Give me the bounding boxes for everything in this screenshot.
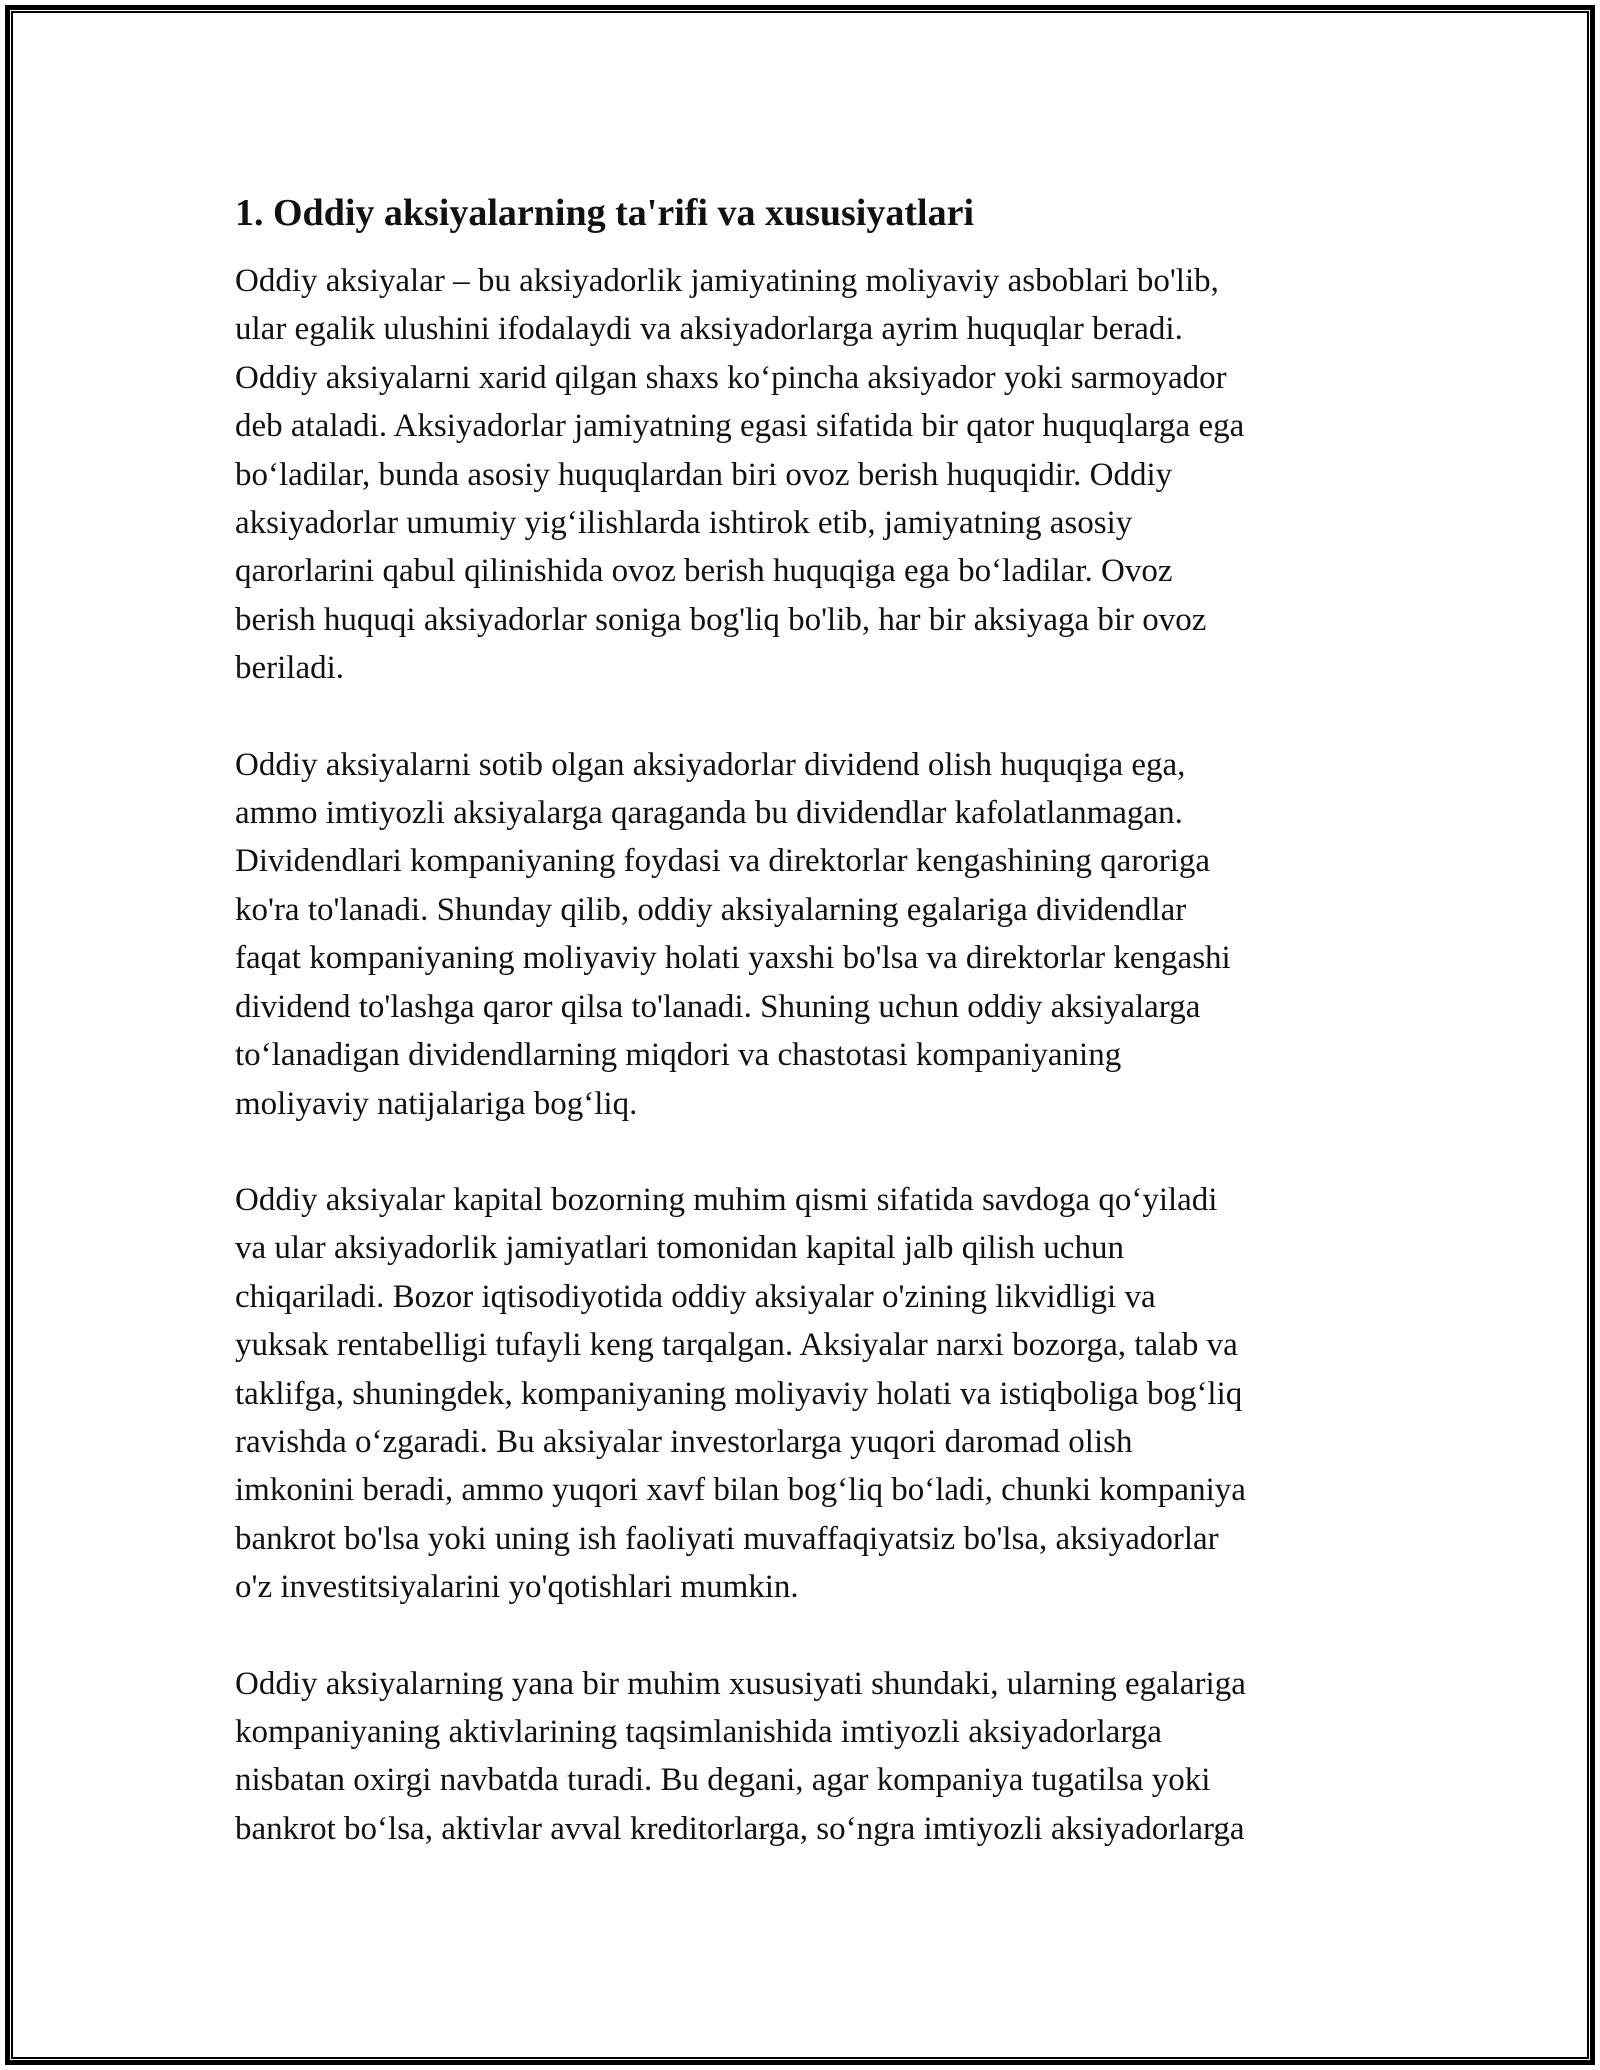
paragraph-3: Oddiy aksiyalar kapital bozorning muhim qismi sifatida savdoga qo‘yiladi va ular aksiyadorlik jamiyatlari tomonidan kapital jalb qilish uchun chiqariladi. Bozor iqtisodiyotida oddiy aksiyalar o'zining likvidligi va yuksak rentabelligi tufayli keng tarqalgan. Aksiyalar narxi bozorga, talab va taklifga, shuningdek, kompaniyaning moliyaviy holati va istiqboliga bog‘liq ravishda o‘zgaradi. Bu aksiyalar investorlarga yuqori daromad olish imkonini beradi, ammo yuqori xavf bilan bog‘liq bo‘ladi, chunki kompaniya bankrot bo'lsa yoki uning ish faoliyati muvaffaqiyatsiz bo'lsa, aksiyadorlar o'z investitsiyalarini yo'qotishlari mumkin. [235,1181,1246,1606]
paragraph-1: Oddiy aksiyalar – bu aksiyadorlik jamiyatining moliyaviy asboblari bo'lib, ular egalik ulushini ifodalaydi va aksiyadorlarga ayrim huquqlar beradi. Oddiy aksiyalarni xarid qilgan shaxs ko‘pincha aksiyador yoki sarmoyador deb ataladi. Aksiyadorlar jamiyatning egasi sifatida bir qator huquqlarga ega bo‘ladilar, bunda asosiy huquqlardan biri ovoz berish huquqidir. Oddiy aksiyadorlar umumiy yig‘ilishlarda ishtirok etib, jamiyatning asosiy qarorlarini qabul qilinishida ovoz berish huquqiga ega bo‘ladilar. Ovoz berish huquqi aksiyadorlar soniga bog'liq bo'lib, har bir aksiyaga bir ovoz beriladi. [235,263,1245,687]
document-body [235,186,1385,1853]
section-heading: 1. Oddiy aksiyalarning ta'rifi va xususiyatlari [235,192,974,234]
paragraph-2: Oddiy aksiyalarni sotib olgan aksiyadorlar dividend olish huquqiga ega, ammo imtiyozli aksiyalarga qaraganda bu dividendlar kafolatlanmagan. Dividendlari kompaniyaning foydasi va direktorlar kengashining qaroriga ko'ra to'lanadi. Shunday qilib, oddiy aksiyalarning egalariga dividendlar faqat kompaniyaning moliyaviy holati yaxshi bo'lsa va direktorlar kengashi dividend to'lashga qaror qilsa to'lanadi. Shuning uchun oddiy aksiyalarga to‘lanadigan dividendlarning miqdori va chastotasi kompaniyaning moliyaviy natijalariga bog‘liq. [235,746,1231,1122]
paragraph-4: Oddiy aksiyalarning yana bir muhim xususiyati shundaki, ularning egalariga kompaniyaning aktivlarining taqsimlanishida imtiyozli aksiyadorlarga nisbatan oxirgi navbatda turadi. Bu degani, agar kompaniya tugatilsa yoki bankrot bo‘lsa, aktivlar avval kreditorlarga, so‘ngra imtiyozli aksiyadorlarga [235,1665,1246,1847]
